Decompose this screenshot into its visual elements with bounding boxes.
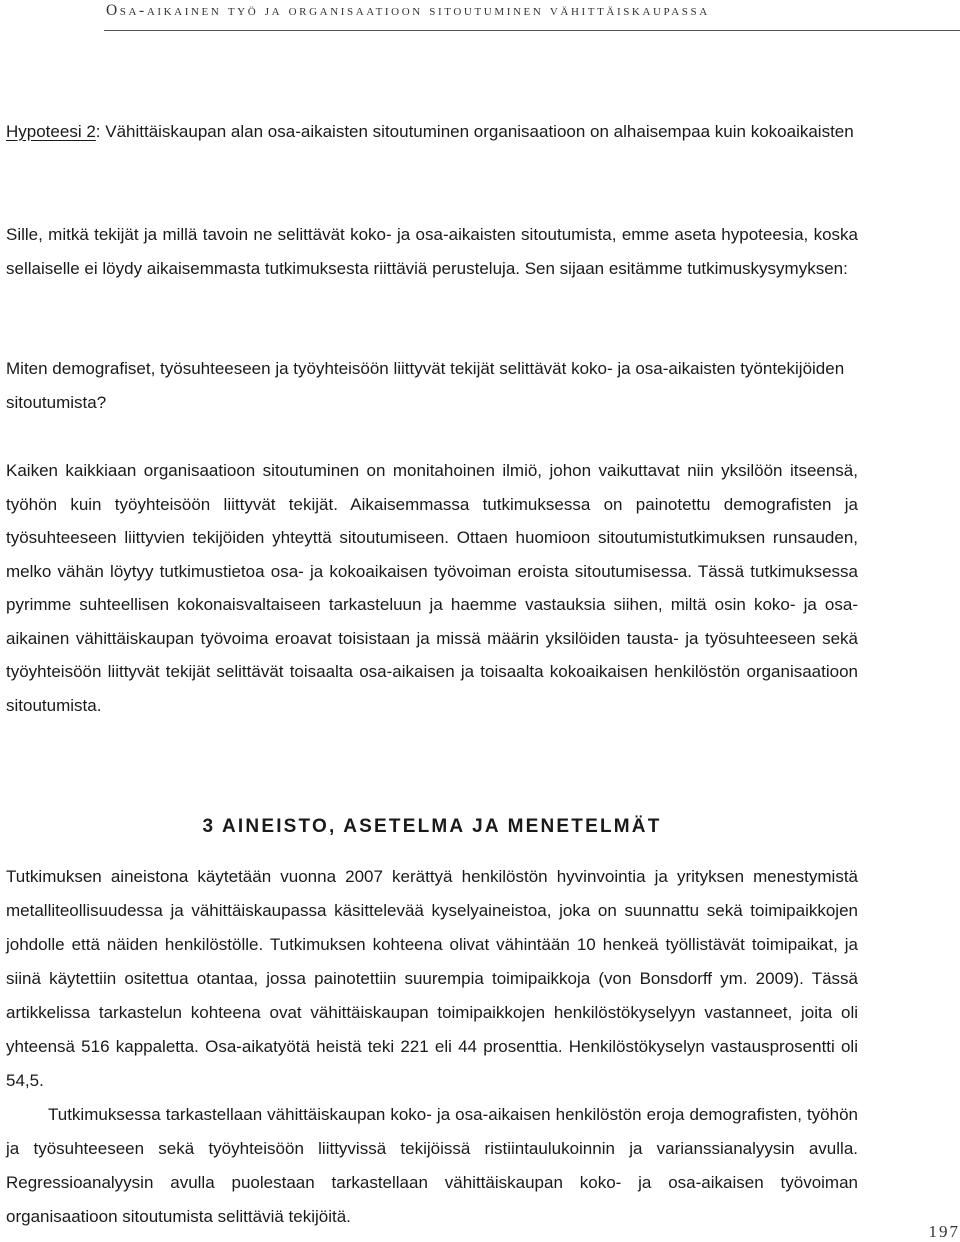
section-heading: 3 AINEISTO, ASETELMA JA MENETELMÄT xyxy=(202,816,662,837)
page-number: 197 xyxy=(928,1222,960,1241)
header-rule xyxy=(104,30,960,31)
paragraph-commitment-overview: Kaiken kaikkiaan organisaatioon sitoutuminen on monitahoinen ilmiö, johon vaikuttavat niin yksilöön itseensä, työhön kuin työyhteisöön liittyvät tekijät. Aikaisemmassa tutkimuksessa on painotettu demografisten ja työsuhteeseen liittyvien tekijöiden yhteyttä sitoutumiseen. Ottaen huomioon sitoutumistutkimuksen runsauden, melko vähän löytyy tutkimustietoa osa- ja kokoaikaisen työvoiman eroista sitoutumisessa. Tässä tutkimuksessa pyrimme suhteellisen kokonaisvaltaiseen tarkasteluun ja haemme vastauksia siihen, miltä osin koko- ja osa-aikainen vähittäiskaupan työvoima eroavat toisistaan ja missä määrin yksilöiden tausta- ja työsuhteeseen sekä työyhteisöön liittyvät tekijät selittävät toisaalta osa-aikaisen ja toisaalta kokoaikaisen henkilöstön organisaatioon sitoutumista. xyxy=(6,461,858,715)
hypothesis xyxy=(6,116,858,148)
hypothesis-text: : Vähittäiskaupan alan osa-aikaisten sitoutuminen organisaatioon on alhaisempaa kuin kokoaikaisten xyxy=(95,122,854,141)
paragraph-data-description: Tutkimuksen aineistona käytetään vuonna 2007 kerättyä henkilöstön hyvinvointia ja yrityksen menestymistä metalliteollisuudessa ja vähittäiskaupassa käsittelevää kyselyaineistoa, joka on suunnattu sekä toimipaikkojen johdolle että näiden henkilöstölle. Tutkimuksen kohteena olivat vähintään 10 henkeä työllistävät toimipaikat, ja siinä käytettiin ositettua otantaa, jossa painotettiin suurempia toimipaikkoja (von Bonsdorff ym. 2009). Tässä artikkelissa tarkastelun kohteena ovat vähittäiskaupan toimipaikkojen henkilöstökyselyyn vastanneet, joita oli yhteensä 516 kappaletta. Osa-aikatyötä heistä teki 221 eli 44 prosenttia. Henkilöstökyselyn vastausprosentti oli 54,5. xyxy=(6,867,858,1090)
hypothesis-label: Hypoteesi 2 xyxy=(6,122,96,141)
paragraph-no-hypothesis: Sille, mitkä tekijät ja millä tavoin ne selittävät koko- ja osa-aikaisten sitoutumista, emme aseta hypoteesia, koska sellaiselle ei löydy aikaisemmasta tutkimuksesta riittäviä perusteluja. Sen sijaan esitämme tutkimuskysymyksen: xyxy=(6,225,858,278)
research-question: Miten demografiset, työsuhteeseen ja työyhteisöön liittyvät tekijät selittävät koko- ja osa-aikaisten työntekijöiden sitoutumista? xyxy=(6,359,845,412)
paragraph-methods: Tutkimuksessa tarkastellaan vähittäiskaupan koko- ja osa-aikaisen henkilöstön eroja demografisten, työhön ja työsuhteeseen sekä työyhteisöön liittyvissä tekijöissä ristiintaulukoinnin ja varianssianalyysin avulla. Regressioanalyysin avulla puolestaan tarkastellaan vähittäiskaupan koko- ja osa-aikaisen työvoiman organisaatioon sitoutumista selittäviä tekijöitä. xyxy=(6,1105,858,1226)
running-header: Osa-aikainen työ ja organisaatioon sitoutuminen vähittäiskaupassa xyxy=(106,2,710,19)
